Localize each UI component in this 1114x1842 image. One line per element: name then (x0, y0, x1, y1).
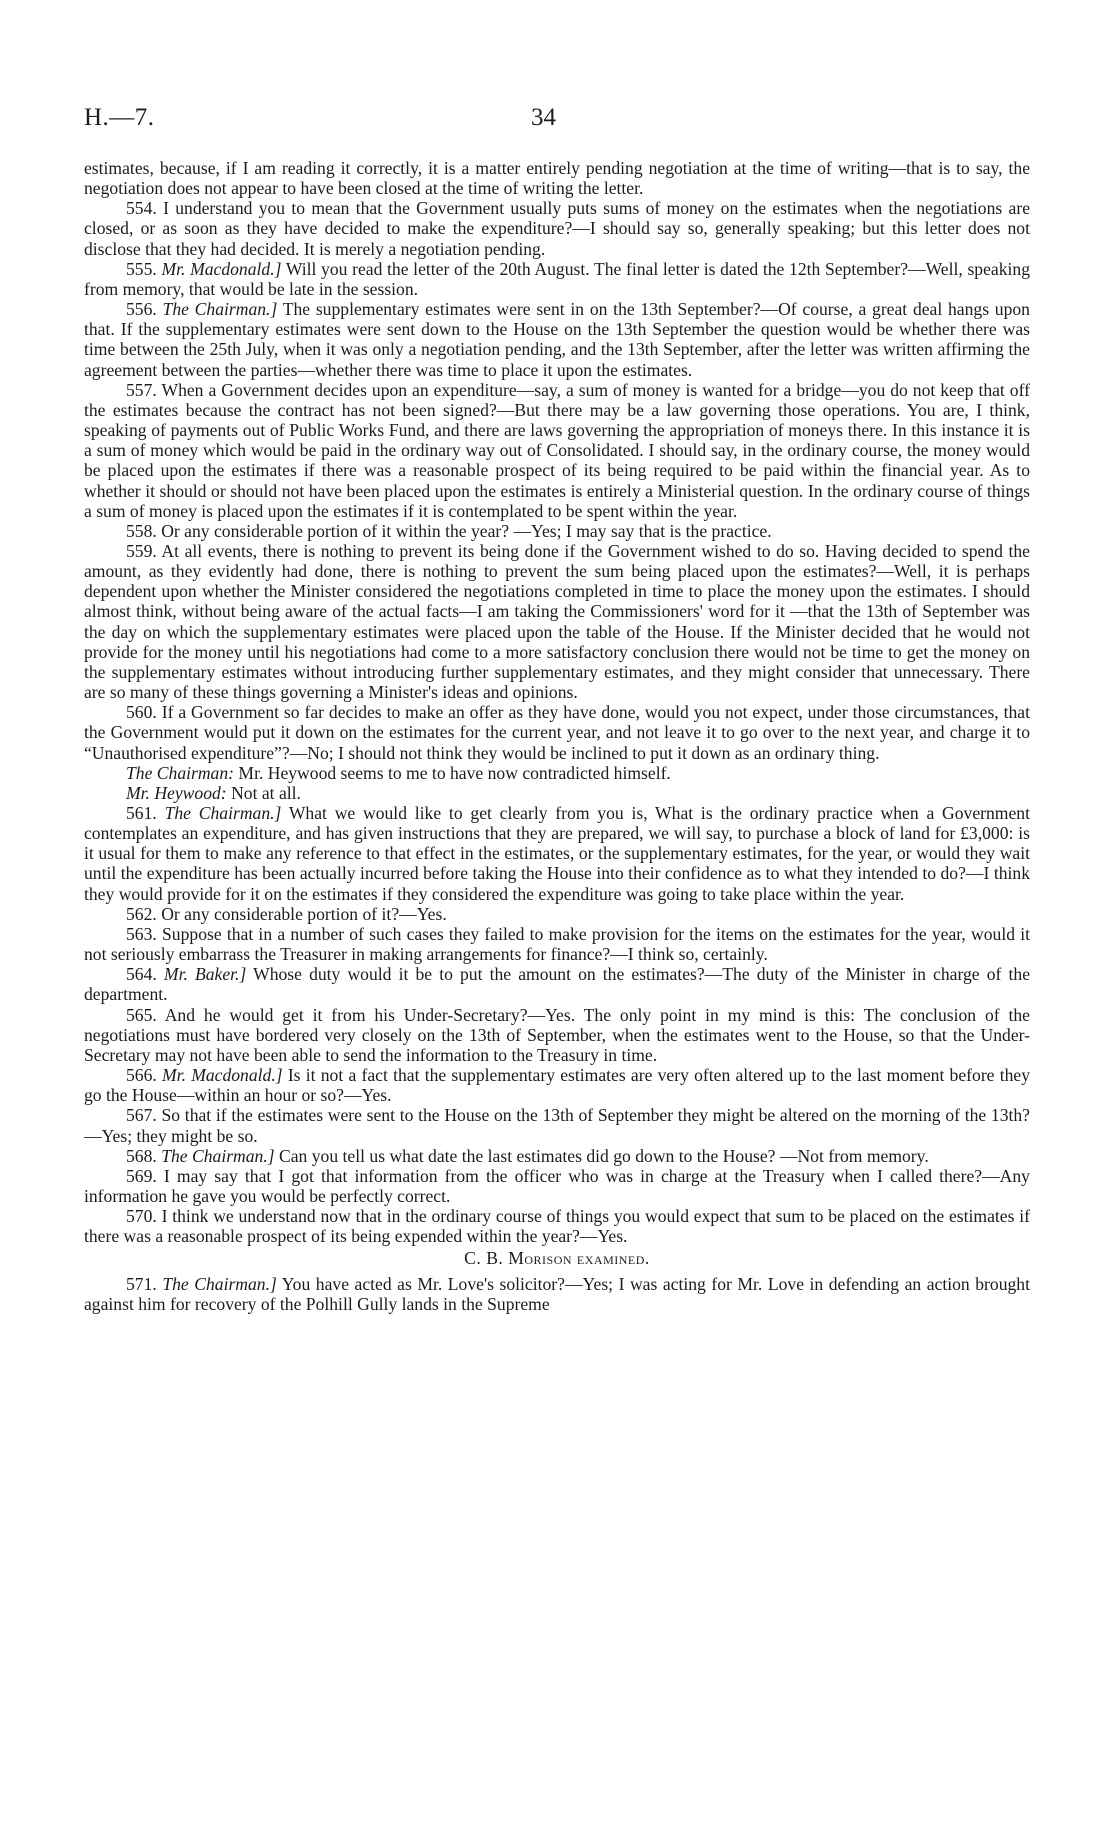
question-number: 562. (126, 903, 157, 924)
paragraph-text: When a Government decides upon an expenditure—say, a sum of money is wanted for a bridge—you do not keep that off the estimates because the contract has not been signed?—But there may be a law governing those operations. You are, I think, speaking of payments out of Public Works Fund, and there are laws governing the appropriation of moneys there. In this instance it is a sum of money which would be paid in the ordinary way out of Consolidated. I should say, in the ordinary course, the money would be placed upon the estimates if there was a reasonable prospect of its being required to be paid within the financial year. As to whether it should or should not have been placed upon the estimates is entirely a Ministerial question. In the ordinary course of things a sum of money is placed upon the estimates if it is contemplated to be spent within the year. (84, 379, 1030, 521)
question-565 (84, 1005, 1030, 1065)
speaker-label: Mr. Macdonald.] (161, 258, 282, 279)
question-568 (84, 1146, 1030, 1166)
page-header (84, 104, 1030, 144)
speaker-label: Mr. Baker.] (163, 964, 247, 985)
speaker-label: Mr. Heywood: (126, 782, 227, 803)
paragraph-text: Or any considerable portion of it?—Yes. (161, 903, 447, 924)
speaker-label: Mr. Macdonald.] (162, 1065, 283, 1086)
question-number: 570. (126, 1206, 157, 1227)
question-555 (84, 259, 1030, 299)
question-number: 560. (126, 702, 157, 723)
question-number: 555. (126, 258, 157, 279)
question-number: 554. (126, 198, 157, 219)
question-number: 565. (126, 1004, 157, 1025)
question-559 (84, 541, 1030, 702)
witness-heading: C. B. Morison examined. (464, 1248, 650, 1269)
paragraph-text: Will you read the letter of the 20th August. The final letter is dated the 12th September?—Well, speaking from memory, that would be late in the session. (84, 258, 1030, 299)
question-number: 559. (126, 540, 157, 561)
speaker-label: The Chairman.] (162, 1273, 277, 1294)
paragraph-text: You have acted as Mr. Love's solicitor?—Yes; I was acting for Mr. Love in defending an action brought against him for recovery of the Polhill Gully lands in the Supreme (84, 1273, 1030, 1314)
question-557 (84, 380, 1030, 521)
paragraph-text: I think we understand now that in the ordinary course of things you would expect that sum to be placed on the estimates if there was a reasonable prospect of its being expended within the year?—Yes. (84, 1206, 1030, 1247)
question-560 (84, 702, 1030, 762)
question-569 (84, 1166, 1030, 1206)
question-563 (84, 924, 1030, 964)
paragraph-text: Not at all. (231, 782, 301, 803)
question-number: 568. (126, 1145, 157, 1166)
speaker-label: The Chairman: (126, 762, 235, 783)
question-number: 564. (126, 964, 157, 985)
question-number: 558. (126, 520, 157, 541)
remark-heywood (84, 783, 1030, 803)
question-number: 561. (126, 803, 157, 823)
paragraph-text: And he would get it from his Under-Secretary?—Yes. The only point in my mind is this: The conclusion of the negotiations must have bordered very closely on the 13th of September, when the estimates went to the House, so that the Under-Secretary may not have been able to send the information to the Treasury in time. (84, 1004, 1030, 1065)
paragraph-text: At all events, there is nothing to prevent its being done if the Government wished to do so. Having decided to spend the amount, as they evidently had done, there is nothing to prevent the sum being placed upon the estimates?—Well, it is perhaps dependent upon whether the Minister considered the negotiations completed in time to place the money upon the estimates. I should almost think, without being aware of the actual facts—I am taking the Commissioners' word for it —that the 13th of September was the day on which the supplementary estimates were placed upon the table of the House. If the Minister decided that he would not provide for the money until his negotiations had come to a more satisfactory conclusion there would not be time to get the money on the supplementary estimates without introducing further supplementary estimates, and they might consider that unnecessary. There are so many of these things governing a Minister's ideas and opinions. (84, 540, 1030, 703)
paragraph-text: The supplementary estimates were sent in on the 13th September?—Of course, a great deal hangs upon that. If the supplementary estimates were sent down to the House on the 13th September the question would be whether there was time between the 25th July, when it was only a negotiation pending, and the 13th September, after the letter was written affirming the agreement between the parties—whether there was time to place it upon the estimates. (84, 299, 1030, 380)
paragraph-text: So that if the estimates were sent to the House on the 13th of September they might be altered on the morning of the 13th?—Yes; they might be so. (84, 1105, 1030, 1146)
question-561 (84, 803, 1030, 904)
question-558 (84, 521, 1030, 541)
question-number: 569. (126, 1165, 157, 1186)
question-571 (84, 1274, 1030, 1314)
document-reference: H.—7. (84, 104, 155, 131)
question-number: 556. (126, 299, 157, 320)
paragraph-text: What we would like to get clearly from you is, What is the ordinary practice when a Government contemplates an expenditure, and has given instructions that they are prepared, we will say, to purchase a block of land for £3,000: is it usual for them to make any reference to that effect in the estimates, or the supplementary estimates, for the year, or would they wait until the expenditure has been actually incurred before taking the House into their confidence as to what they intended to do?—I think they would provide for it on the estimates if they considered the expenditure was going to take place within the year. (84, 803, 1030, 904)
question-564 (84, 964, 1030, 1004)
paragraph-text: I understand you to mean that the Government usually puts sums of money on the estimates when the negotiations are closed, or as soon as they have decided to make the expenditure?—I should say so, generally speaking; but this letter does not disclose that they had decided. It is merely a negotiation pending. (84, 198, 1031, 259)
paragraph-text: If a Government so far decides to make an offer as they have done, would you not expect, under those circumstances, that the Government would put it down on the estimates for the current year, and not leave it to go over to the next year, and charge it to “Unauthorised expenditure”?—No; I should not think they would be inclined to put it down as an ordinary thing. (84, 702, 1030, 763)
page-number: 34 (531, 104, 556, 131)
paragraph-text: Or any considerable portion of it within the year? —Yes; I may say that is the practice. (161, 520, 772, 541)
question-566 (84, 1065, 1030, 1105)
question-556 (84, 299, 1030, 380)
question-562 (84, 904, 1030, 924)
remark-chairman (84, 763, 1030, 783)
question-554 (84, 198, 1030, 258)
question-number: 566. (126, 1065, 157, 1086)
speaker-label: The Chairman.] (161, 1145, 275, 1166)
question-number: 563. (126, 923, 157, 944)
paragraph-continuation (84, 158, 1030, 198)
paragraph-text: I may say that I got that information from the officer who was in charge at the Treasury when I called there?—Any information he gave you would be perfectly correct. (84, 1165, 1030, 1206)
paragraph-text: Suppose that in a number of such cases they failed to make provision for the items on the estimates for the year, would it not seriously embarrass the Treasurer in making arrangements for finance?—I think so, certainly. (84, 923, 1031, 965)
question-number: 557. (126, 379, 157, 400)
page-body (84, 158, 1030, 1314)
paragraph-text: Can you tell us what date the last estimates did go down to the House? —Not from memory. (279, 1145, 929, 1166)
question-567 (84, 1105, 1030, 1145)
paragraph-text: Is it not a fact that the supplementary estimates are very often altered up to the last moment before they go the House—within an hour or so?—Yes. (84, 1065, 1030, 1106)
question-number: 571. (126, 1273, 157, 1294)
question-number: 567. (126, 1105, 157, 1126)
paragraph-text: estimates, because, if I am reading it correctly, it is a matter entirely pending negotiation at the time of writing—that is to say, the negotiation does not appear to have been closed at the time of writing the letter. (84, 158, 1030, 199)
paragraph-text: Whose duty would it be to put the amount on the estimates?—The duty of the Minister in charge of the department. (84, 964, 1030, 1005)
speaker-label: The Chairman.] (162, 299, 278, 320)
question-570 (84, 1206, 1030, 1246)
paragraph-text: Mr. Heywood seems to me to have now contradicted himself. (238, 762, 671, 783)
speaker-label: The Chairman.] (164, 803, 282, 823)
